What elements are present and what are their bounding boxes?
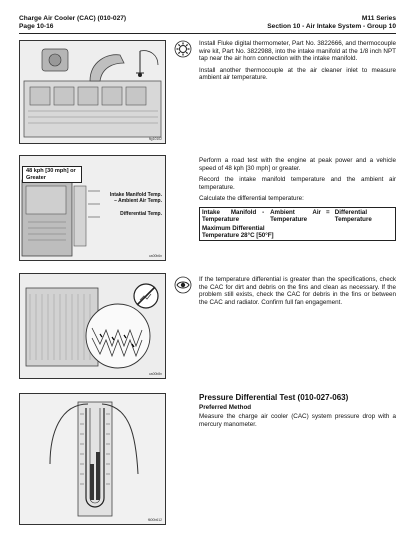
- tool-gear-icon: [174, 40, 192, 58]
- page-header-left: [19, 15, 126, 31]
- figure-thermometer-install: [19, 40, 166, 144]
- instruction-road-test: Perform a road test with the engine at peak power and a vehicle speed of 48 kph [30 mph] or greater.: [199, 157, 396, 172]
- instruction-measure-pressure-drop: Measure the charge air cooler (CAC) system pressure drop with a mercury manometer.: [199, 413, 396, 428]
- preferred-method-subheading: Preferred Method: [199, 403, 252, 411]
- formula-ambient-temp: Ambient Air Temperature: [270, 208, 321, 223]
- page-header-right: [267, 15, 396, 31]
- max-differential-label: Maximum Differential: [202, 224, 265, 232]
- formula-minus: -: [258, 207, 268, 224]
- formula-differential: Differential Temperature: [333, 207, 396, 224]
- figure-cac-inspection: [19, 273, 166, 379]
- engine-manifold-illustration: [20, 41, 165, 143]
- legend-differential: Differential Temp.: [120, 211, 162, 217]
- header-divider: [19, 33, 396, 34]
- formula-intake-temp: Intake Manifold Temperature: [200, 207, 259, 224]
- section2-text: [199, 157, 396, 241]
- section4-text: [199, 394, 396, 432]
- max-differential-value: Temperature 28°C [50°F]: [202, 231, 274, 239]
- instruction-check-cac-debris: If the temperature differential is greater than the specifications, check the CAC for dirt and debris on the fins and clean as necessary. If the problem still exists, check the CAC for debris in the fins or between the CAC and radiator. Confirm full fan engagement.: [199, 276, 396, 306]
- section1-text: [199, 40, 396, 86]
- document-section-title: Charge Air Cooler (CAC) (010-027): [19, 15, 127, 22]
- speed-callout: 48 kph [30 mph] or Greater: [22, 166, 82, 183]
- instruction-record-temps: Record the intake manifold temperature and the ambient air temperature.: [199, 176, 396, 191]
- section-group-title: Section 10 - Air Intake System - Group 10: [267, 23, 396, 30]
- formula-equals: =: [323, 207, 333, 224]
- formula-maximum: [200, 224, 396, 241]
- figure-mercury-manometer: [19, 393, 166, 525]
- page-number: Page 10-16: [19, 23, 54, 30]
- differential-formula-table: [199, 207, 396, 241]
- figure-code: ca00b6n: [148, 254, 162, 258]
- instruction-calc-differential: Calculate the differential temperature:: [199, 195, 304, 203]
- figure-code: fig10102: [148, 137, 162, 141]
- legend-intake-manifold: Intake Manifold Temp.: [109, 192, 162, 198]
- figure-legend: [90, 192, 162, 217]
- figure-code: ca00b8n: [148, 372, 162, 376]
- instruction-ambient-thermocouple: Install another thermocouple at the air cleaner inlet to measure ambient air temperature.: [199, 66, 396, 82]
- engine-series: M11 Series: [361, 15, 396, 22]
- figure-code: f600b612: [147, 518, 162, 522]
- cac-fins-illustration: [20, 274, 165, 378]
- pressure-test-heading: Pressure Differential Test (010-027-063): [199, 393, 349, 402]
- instruction-install-thermometer: Install Fluke digital thermometer, Part No. 3822666, and thermocouple wire kit, Part No. 3822988, into the intake manifold at the 1/8 inch NPT tap near the air horn connection with the intake manifold.: [199, 40, 396, 63]
- section3-text: [199, 276, 396, 310]
- figure-road-test: [19, 155, 166, 261]
- legend-ambient-air: – Ambient Air Temp.: [114, 198, 162, 204]
- manometer-illustration: [20, 394, 165, 524]
- eye-inspect-icon: [174, 276, 192, 294]
